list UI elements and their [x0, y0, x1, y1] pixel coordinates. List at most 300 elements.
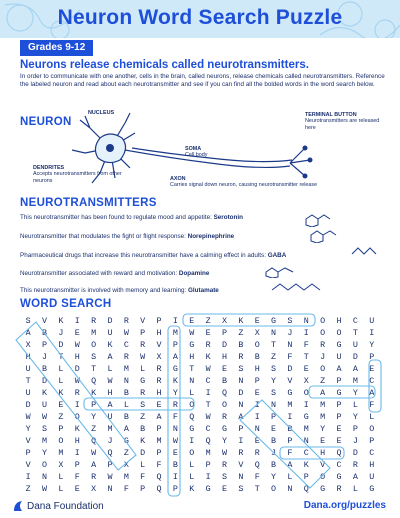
grid-letter: L — [140, 460, 146, 470]
grid-letter: L — [352, 484, 358, 494]
grid-letter: U — [369, 316, 375, 326]
grid-letter: R — [238, 352, 244, 362]
puzzles-link[interactable]: Dana.org/puzzles — [303, 500, 386, 511]
grid-letter: R — [221, 460, 227, 470]
grid-letter: V — [156, 340, 162, 350]
grid-letter: Y — [271, 376, 277, 386]
grid-letter: W — [140, 352, 146, 362]
grid-letter: Y — [320, 424, 326, 434]
grid-letter: G — [221, 424, 227, 434]
nucleus-label: NUCLEUS — [88, 110, 115, 116]
grid-letter: Q — [107, 448, 113, 458]
grid-letter: P — [156, 424, 162, 434]
neurotransmitter-item: Neurotransmitter that modulates the fight or flight response: Norepinephrine — [20, 233, 235, 240]
grid-letter: O — [74, 412, 80, 422]
grid-letter: T — [189, 364, 195, 374]
grid-letter: M — [123, 472, 129, 482]
grid-letter: P — [172, 340, 178, 350]
grid-letter: R — [91, 316, 97, 326]
grid-letter: O — [42, 460, 48, 470]
grid-letter: R — [352, 460, 358, 470]
grid-letter: K — [303, 460, 309, 470]
grid-letter: F — [140, 472, 146, 482]
grid-letter: M — [58, 448, 64, 458]
grid-letter: O — [320, 472, 326, 482]
grid-letter: P — [42, 340, 48, 350]
grid-letter: W — [107, 472, 113, 482]
grid-letter: W — [172, 436, 178, 446]
grid-letter: T — [303, 352, 309, 362]
neurotransmitter-item: This neurotransmitter has been found to regulate mood and appetite: Serotonin — [20, 214, 243, 221]
grid-letter: R — [140, 388, 146, 398]
grid-letter: H — [25, 352, 31, 362]
grade-badge: Grades 9-12 — [20, 40, 93, 56]
grid-letter: W — [74, 340, 80, 350]
grid-letter: B — [254, 352, 260, 362]
grid-letter: D — [74, 364, 80, 374]
neurotransmitter-item: Pharmaceutical drugs that increase this neurotransmitter have a calming effect in adults: GABA — [20, 252, 287, 259]
grid-letter: A — [25, 328, 31, 338]
grid-letter: G — [336, 472, 342, 482]
grid-letter: K — [107, 340, 113, 350]
grid-letter: D — [58, 340, 64, 350]
grid-letter: P — [74, 460, 80, 470]
grid-letter: R — [156, 376, 162, 386]
grid-letter: I — [254, 400, 260, 410]
grid-letter: T — [205, 400, 211, 410]
glutamate-molecule-icon — [270, 280, 330, 296]
grid-letter: W — [205, 412, 211, 422]
grid-letter: S — [271, 388, 277, 398]
grid-letter: D — [352, 352, 358, 362]
grid-letter: E — [221, 484, 227, 494]
grid-letter: I — [189, 436, 195, 446]
grid-letter: K — [238, 316, 244, 326]
grid-letter: H — [74, 352, 80, 362]
grid-letter: R — [254, 448, 260, 458]
grid-letter: E — [369, 364, 375, 374]
grid-letter: O — [254, 340, 260, 350]
grid-letter: N — [42, 472, 48, 482]
grid-letter: J — [320, 352, 326, 362]
grid-letter: G — [123, 436, 129, 446]
grid-letter: W — [74, 376, 80, 386]
grid-row — [20, 339, 380, 351]
grid-letter: H — [156, 388, 162, 398]
grid-letter: I — [205, 388, 211, 398]
grid-letter: X — [254, 328, 260, 338]
grid-letter: B — [123, 388, 129, 398]
grid-letter: R — [320, 340, 326, 350]
grid-letter: P — [140, 484, 146, 494]
grid-letter: L — [140, 364, 146, 374]
dana-logo-icon — [12, 500, 24, 512]
grid-letter: P — [172, 484, 178, 494]
grid-letter: U — [107, 412, 113, 422]
grid-letter: P — [271, 412, 277, 422]
grid-letter: L — [58, 376, 64, 386]
grid-letter: K — [58, 388, 64, 398]
word-search-grid — [20, 315, 380, 508]
grid-row — [20, 471, 380, 483]
grid-letter: J — [58, 328, 64, 338]
grid-letter: A — [369, 388, 375, 398]
neurotransmitter-item: This neurotransmitter is involved with memory and learning: Glutamate — [20, 287, 219, 294]
grid-letter: E — [336, 424, 342, 434]
grid-row — [20, 435, 380, 447]
grid-letter: Y — [172, 388, 178, 398]
dendrites-label: DENDRITES Accepts neurotransmitters from other neurons — [33, 165, 122, 184]
grid-letter: P — [336, 412, 342, 422]
grid-letter: R — [123, 352, 129, 362]
grid-letter: G — [205, 484, 211, 494]
grid-letter: Q — [91, 376, 97, 386]
grid-letter: A — [91, 460, 97, 470]
grid-letter: U — [107, 328, 113, 338]
grid-letter: U — [42, 400, 48, 410]
grid-letter: Z — [140, 412, 146, 422]
grid-letter: E — [336, 436, 342, 446]
grid-letter: C — [123, 340, 129, 350]
grid-letter: Z — [320, 376, 326, 386]
grid-letter: B — [221, 376, 227, 386]
grid-letter: T — [254, 484, 260, 494]
grid-letter: E — [156, 400, 162, 410]
grid-letter: Z — [58, 412, 64, 422]
grid-letter: K — [42, 388, 48, 398]
grid-letter: K — [172, 376, 178, 386]
dana-foundation-logo: Dana Foundation — [12, 500, 104, 512]
grid-letter: V — [25, 460, 31, 470]
grid-letter: T — [58, 352, 64, 362]
grid-letter: S — [91, 352, 97, 362]
grid-letter: L — [352, 400, 358, 410]
grid-letter: W — [221, 448, 227, 458]
grid-letter: P — [369, 352, 375, 362]
grid-letter: Q — [189, 412, 195, 422]
grid-letter: J — [42, 352, 48, 362]
grid-letter: Z — [238, 328, 244, 338]
grid-letter: R — [123, 316, 129, 326]
grid-letter: P — [369, 436, 375, 446]
grid-letter: O — [271, 484, 277, 494]
grid-letter: U — [352, 340, 358, 350]
grid-row — [20, 375, 380, 387]
page-title: Neuron Word Search Puzzle — [57, 6, 343, 29]
grid-letter: A — [320, 388, 326, 398]
axon-label: AXON Carries signal down neuron, causing neurotransmitter release — [170, 176, 318, 189]
grid-letter: T — [271, 340, 277, 350]
grid-letter: L — [189, 460, 195, 470]
grid-letter: D — [107, 316, 113, 326]
grid-letter: F — [123, 484, 129, 494]
grid-letter: N — [107, 484, 113, 494]
grid-letter: I — [74, 316, 80, 326]
grid-letter: N — [287, 484, 293, 494]
grid-letter: E — [254, 316, 260, 326]
grid-letter: W — [205, 364, 211, 374]
grid-letter: O — [303, 388, 309, 398]
grid-letter: P — [156, 316, 162, 326]
grid-letter: O — [221, 400, 227, 410]
grid-letter: U — [336, 352, 342, 362]
grid-letter: P — [156, 448, 162, 458]
grid-letter: J — [271, 448, 277, 458]
grid-letter: L — [189, 388, 195, 398]
grid-letter: F — [287, 448, 293, 458]
grid-row — [20, 447, 380, 459]
grid-letter: M — [156, 436, 162, 446]
grid-letter: G — [189, 424, 195, 434]
grid-letter: A — [336, 364, 342, 374]
grid-letter: P — [352, 424, 358, 434]
grid-letter: X — [156, 352, 162, 362]
grid-letter: E — [74, 328, 80, 338]
neurotransmitter-item: Neurotransmitter associated with reward and motivation: Dopamine — [20, 270, 210, 277]
grid-letter: A — [172, 352, 178, 362]
grid-letter: V — [25, 436, 31, 446]
grid-letter: R — [221, 412, 227, 422]
grid-letter: B — [42, 328, 48, 338]
grid-letter: H — [189, 352, 195, 362]
grid-letter: D — [42, 376, 48, 386]
grid-letter: P — [254, 376, 260, 386]
grid-letter: L — [287, 472, 293, 482]
grid-letter: U — [25, 364, 31, 374]
intro-text: In order to communicate with one another, cells in the brain, called neurons, release chemicals called neurotransmitters. Reference the labeled neuron and read about each neurotransmitter and see if you can find all the bolded words in the word search below. — [20, 73, 385, 89]
grid-letter: H — [320, 448, 326, 458]
grid-letter: Y — [271, 472, 277, 482]
grid-letter: B — [238, 340, 244, 350]
grid-letter: F — [156, 460, 162, 470]
grid-letter: B — [271, 436, 277, 446]
grid-letter: P — [336, 376, 342, 386]
grid-row — [20, 423, 380, 435]
grid-letter: K — [91, 388, 97, 398]
grid-letter: O — [189, 400, 195, 410]
grid-letter: F — [74, 472, 80, 482]
grid-letter: Z — [123, 448, 129, 458]
grid-letter: D — [238, 388, 244, 398]
grid-letter: C — [352, 316, 358, 326]
grid-letter: M — [205, 448, 211, 458]
grid-letter: S — [271, 364, 277, 374]
grid-letter: L — [189, 472, 195, 482]
grid-letter: H — [254, 364, 260, 374]
grid-letter: S — [238, 364, 244, 374]
grid-letter: J — [352, 436, 358, 446]
grid-letter: G — [140, 376, 146, 386]
grid-letter: K — [140, 436, 146, 446]
grid-letter: Z — [205, 316, 211, 326]
grid-letter: M — [91, 328, 97, 338]
grid-letter: F — [287, 352, 293, 362]
grid-letter: H — [369, 460, 375, 470]
grid-letter: C — [205, 376, 211, 386]
grid-letter: R — [205, 340, 211, 350]
grid-letter: S — [238, 484, 244, 494]
grid-letter: Y — [352, 412, 358, 422]
grid-row — [20, 387, 380, 399]
grid-letter: G — [189, 340, 195, 350]
grid-letter: X — [91, 484, 97, 494]
grid-letter: B — [287, 424, 293, 434]
grid-letter: T — [352, 328, 358, 338]
grid-letter: S — [42, 424, 48, 434]
intro-heading: Neurons release chemicals called neurotransmitters. — [20, 59, 309, 71]
grid-letter: K — [58, 316, 64, 326]
grid-letter: N — [271, 400, 277, 410]
grid-letter: R — [91, 472, 97, 482]
grid-letter: P — [303, 472, 309, 482]
grid-letter: R — [74, 388, 80, 398]
grid-row — [20, 315, 380, 327]
grid-letter: N — [238, 376, 244, 386]
grid-letter: D — [140, 448, 146, 458]
grid-letter: N — [254, 424, 260, 434]
grid-letter: I — [74, 400, 80, 410]
grid-letter: S — [287, 316, 293, 326]
grid-letter: A — [107, 400, 113, 410]
grid-letter: S — [140, 400, 146, 410]
grid-letter: R — [172, 400, 178, 410]
grid-letter: Y — [352, 388, 358, 398]
grid-letter: S — [221, 472, 227, 482]
grid-letter: H — [156, 328, 162, 338]
grid-letter: P — [91, 400, 97, 410]
grid-letter: Q — [91, 436, 97, 446]
grid-letter: O — [91, 340, 97, 350]
grid-letter: U — [25, 388, 31, 398]
grid-letter: O — [189, 448, 195, 458]
grid-letter: N — [189, 376, 195, 386]
grid-letter: C — [369, 448, 375, 458]
grid-letter: W — [107, 376, 113, 386]
grid-letter: D — [221, 340, 227, 350]
grid-letter: A — [156, 412, 162, 422]
grid-letter: Q — [156, 484, 162, 494]
grid-letter: J — [107, 436, 113, 446]
grid-letter: N — [238, 472, 244, 482]
grid-row — [20, 351, 380, 363]
grid-letter: C — [303, 448, 309, 458]
grid-letter: P — [205, 460, 211, 470]
grid-letter: N — [238, 400, 244, 410]
grid-letter: E — [254, 388, 260, 398]
grid-letter: H — [74, 436, 80, 446]
grid-letter: G — [303, 412, 309, 422]
grid-letter: B — [140, 424, 146, 434]
grid-letter: W — [25, 412, 31, 422]
grid-letter: L — [369, 412, 375, 422]
grid-letter: O — [320, 328, 326, 338]
grid-letter: I — [369, 328, 375, 338]
grid-letter: O — [320, 364, 326, 374]
grid-letter: E — [303, 364, 309, 374]
grid-letter: Z — [91, 424, 97, 434]
grid-letter: M — [123, 364, 129, 374]
grid-letter: A — [287, 460, 293, 470]
grid-letter: M — [287, 400, 293, 410]
grid-letter: K — [189, 484, 195, 494]
grid-letter: Y — [42, 448, 48, 458]
grid-letter: S — [25, 316, 31, 326]
grid-letter: R — [156, 364, 162, 374]
grid-letter: P — [107, 460, 113, 470]
grid-letter: F — [369, 400, 375, 410]
neuron-heading: NEURON — [20, 116, 72, 128]
grid-letter: L — [123, 400, 129, 410]
grid-letter: E — [271, 424, 277, 434]
grid-letter: E — [320, 436, 326, 446]
terminal-button-label: TERMINAL BUTTON Neurotransmitters are released here — [305, 112, 380, 131]
title-banner — [0, 0, 400, 38]
grid-letter: A — [238, 412, 244, 422]
grid-letter: W — [189, 328, 195, 338]
grid-letter: A — [352, 472, 358, 482]
grid-letter: Y — [91, 412, 97, 422]
grid-letter: P — [25, 448, 31, 458]
grid-letter: M — [107, 424, 113, 434]
grid-letter: E — [254, 436, 260, 446]
grid-letter: P — [140, 328, 146, 338]
grid-row — [20, 459, 380, 471]
grid-letter: O — [336, 328, 342, 338]
grid-letter: L — [58, 484, 64, 494]
grid-letter: R — [140, 340, 146, 350]
grid-letter: L — [107, 364, 113, 374]
grid-letter: K — [205, 352, 211, 362]
grid-letter: P — [221, 328, 227, 338]
grid-letter: I — [205, 472, 211, 482]
grid-letter: I — [25, 472, 31, 482]
grid-letter: I — [172, 472, 178, 482]
grid-letter: P — [336, 400, 342, 410]
grid-letter: B — [271, 460, 277, 470]
grid-letter: X — [123, 460, 129, 470]
grid-letter: C — [205, 424, 211, 434]
grid-letter: O — [320, 316, 326, 326]
grid-letter: I — [254, 412, 260, 422]
grid-letter: L — [58, 364, 64, 374]
grid-letter: N — [123, 376, 129, 386]
grid-letter: I — [303, 328, 309, 338]
grid-letter: T — [91, 364, 97, 374]
neurotransmitters-heading: NEUROTRANSMITTERS — [20, 197, 157, 209]
grid-letter: V — [42, 316, 48, 326]
grid-letter: M — [352, 376, 358, 386]
gaba-molecule-icon — [350, 244, 380, 258]
grid-letter: A — [352, 364, 358, 374]
grid-letter: U — [369, 472, 375, 482]
grid-letter: G — [287, 388, 293, 398]
grid-letter: C — [336, 460, 342, 470]
grid-letter: K — [74, 424, 80, 434]
grid-letter: Q — [156, 472, 162, 482]
grid-letter: E — [221, 364, 227, 374]
grid-letter: W — [42, 412, 48, 422]
grid-letter: G — [336, 388, 342, 398]
grid-letter: G — [369, 484, 375, 494]
grid-letter: F — [172, 412, 178, 422]
grid-letter: M — [320, 400, 326, 410]
grid-letter: I — [172, 316, 178, 326]
grid-letter: X — [58, 460, 64, 470]
grid-letter: M — [172, 328, 178, 338]
grid-letter: W — [123, 328, 129, 338]
grid-letter: Q — [336, 448, 342, 458]
grid-letter: H — [107, 388, 113, 398]
